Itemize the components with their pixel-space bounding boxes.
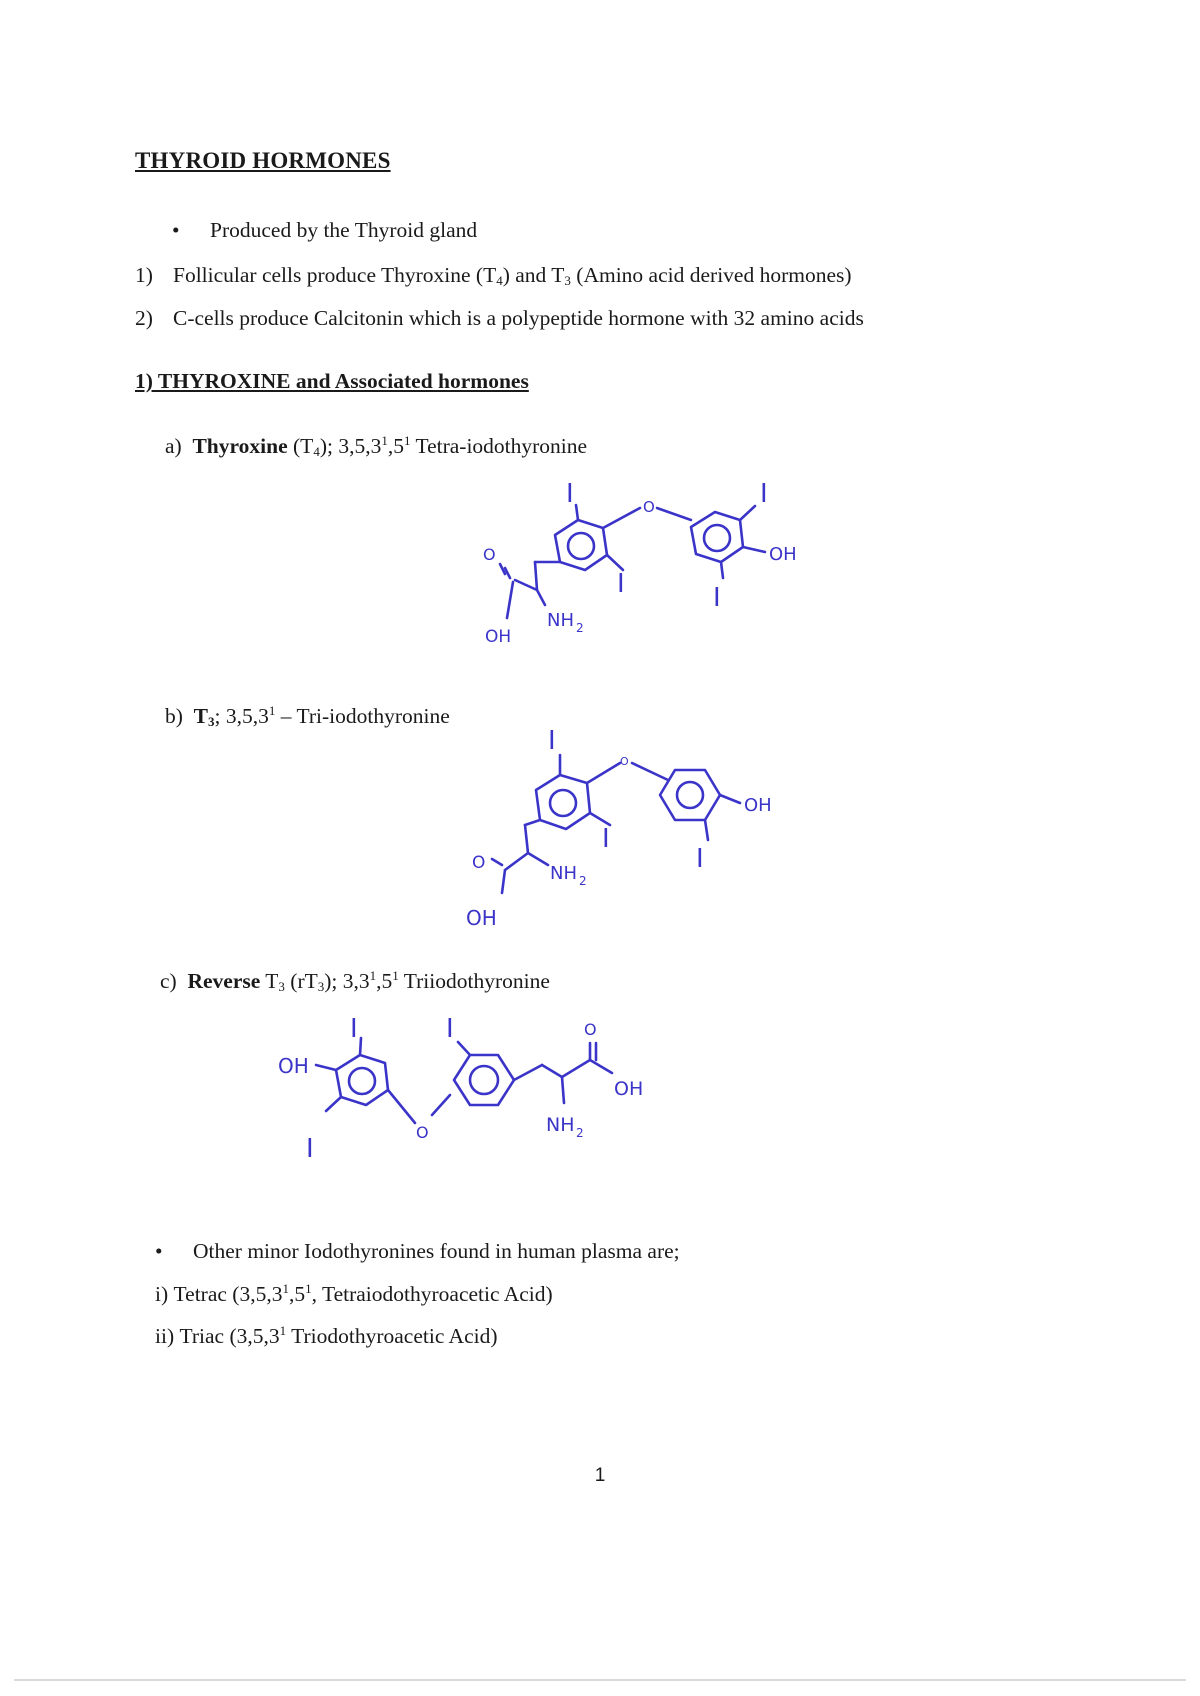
- oxygen-label: O: [620, 755, 629, 768]
- minor-item-1: [155, 1282, 553, 1307]
- superscript: 1: [268, 703, 276, 718]
- intro-bullet-line: [172, 218, 477, 243]
- compound-label: c): [160, 969, 177, 993]
- compound-label: b): [165, 704, 183, 728]
- hydroxyl-label: OH: [485, 627, 512, 647]
- list-text: ) and T: [502, 263, 565, 287]
- list-text: ,5: [288, 1282, 306, 1306]
- structure-thyroxine: [455, 470, 835, 660]
- oxygen-label: O: [643, 498, 655, 516]
- hydroxyl-label: OH: [278, 1054, 309, 1078]
- structure-t3: [430, 725, 810, 935]
- iodine-label: I: [696, 844, 704, 874]
- minor-bullet-line: [155, 1239, 680, 1264]
- superscript: 1: [403, 433, 411, 448]
- compound-name: Thyroxine: [192, 434, 288, 458]
- hydroxyl-label: OH: [769, 544, 797, 565]
- list-number: 2): [135, 306, 153, 330]
- superscript: 1: [381, 433, 388, 448]
- compound-text: ; 3,5,3: [214, 704, 269, 728]
- compound-text: ); 3,5,3: [319, 434, 382, 458]
- subscript: 2: [579, 874, 587, 888]
- superscript: 1: [282, 1281, 289, 1296]
- subscript: 3: [208, 714, 215, 729]
- hydroxyl-label: OH: [614, 1078, 644, 1100]
- list-text: Tetrac (3,5,3: [173, 1282, 283, 1306]
- oxygen-label: O: [483, 545, 496, 564]
- list-number: 1): [135, 263, 153, 287]
- list-text: Triodothyroacetic Acid): [286, 1324, 498, 1348]
- list-number: ii): [155, 1324, 175, 1348]
- amine-label: NH: [550, 863, 577, 884]
- bullet-icon: •: [172, 218, 180, 242]
- iodine-label: I: [602, 824, 610, 854]
- list-text: , Tetraiodothyroacetic Acid): [311, 1282, 553, 1306]
- iodine-label: I: [713, 583, 721, 613]
- compound-label: a): [165, 434, 182, 458]
- subscript: 4: [313, 444, 320, 459]
- oxygen-label: O: [416, 1123, 429, 1142]
- subscript: 4: [496, 273, 503, 288]
- list-text: Triac (3,5,3: [179, 1324, 280, 1348]
- superscript: 1: [392, 968, 399, 983]
- list-text: (Amino acid derived hormones): [570, 263, 852, 287]
- iodine-label: I: [306, 1134, 314, 1164]
- compound-text: ,5: [387, 434, 404, 458]
- page-title: THYROID HORMONES: [135, 148, 391, 173]
- iodine-label: I: [446, 1014, 454, 1044]
- amine-label: NH: [547, 610, 574, 631]
- compound-text: ,5: [376, 969, 393, 993]
- iodine-label: I: [760, 479, 768, 509]
- oxygen-label: O: [472, 853, 486, 873]
- subscript: 3: [564, 273, 571, 288]
- amine-label: NH: [546, 1114, 575, 1136]
- compound-text: (T: [287, 434, 314, 458]
- page-number: 1: [594, 1465, 606, 1486]
- scan-edge-divider: [14, 1679, 1186, 1681]
- minor-bullet-text: Other minor Iodothyronines found in human plasma are;: [193, 1239, 680, 1263]
- iodine-label: I: [566, 479, 574, 509]
- list-text: C-cells produce Calcitonin which is a polypeptide hormone with 32 amino acids: [173, 306, 864, 330]
- oxygen-label: O: [584, 1020, 597, 1039]
- iodine-label: I: [548, 726, 556, 756]
- compound-a-heading: [165, 434, 587, 459]
- iodine-label: I: [350, 1014, 358, 1044]
- intro-bullet-text: Produced by the Thyroid gland: [210, 218, 478, 242]
- compound-text: ); 3,3: [324, 969, 370, 993]
- superscript: 1: [279, 1323, 287, 1338]
- hydroxyl-label: OH: [744, 795, 772, 816]
- list-item-1: [135, 263, 852, 288]
- list-item-2: [135, 306, 864, 331]
- compound-name: T: [193, 704, 209, 728]
- subscript: 2: [576, 621, 584, 635]
- structure-reverse-t3: [270, 1005, 730, 1175]
- list-number: i): [155, 1282, 169, 1306]
- compound-name: Reverse: [187, 969, 261, 993]
- superscript: 1: [369, 968, 377, 983]
- subscript: 3: [317, 979, 325, 994]
- compound-text: Triiodothyronine: [398, 969, 550, 993]
- list-text: Follicular cells produce Thyroxine (T: [173, 263, 497, 287]
- iodine-label: I: [617, 569, 625, 599]
- hydroxyl-label: OH: [466, 906, 497, 930]
- subscript: 3: [278, 979, 285, 994]
- subscript: 2: [576, 1126, 584, 1140]
- compound-text: (rT: [284, 969, 318, 993]
- superscript: 1: [305, 1281, 312, 1296]
- minor-item-2: [155, 1324, 498, 1349]
- compound-text: – Tri-iodothyronine: [275, 704, 450, 728]
- compound-text: T: [260, 969, 279, 993]
- bullet-icon: •: [155, 1239, 163, 1263]
- compound-c-heading: [160, 969, 550, 994]
- section-heading: 1) THYROXINE and Associated hormones: [135, 369, 529, 393]
- compound-b-heading: [165, 704, 450, 729]
- compound-text: Tetra-iodothyronine: [410, 434, 588, 458]
